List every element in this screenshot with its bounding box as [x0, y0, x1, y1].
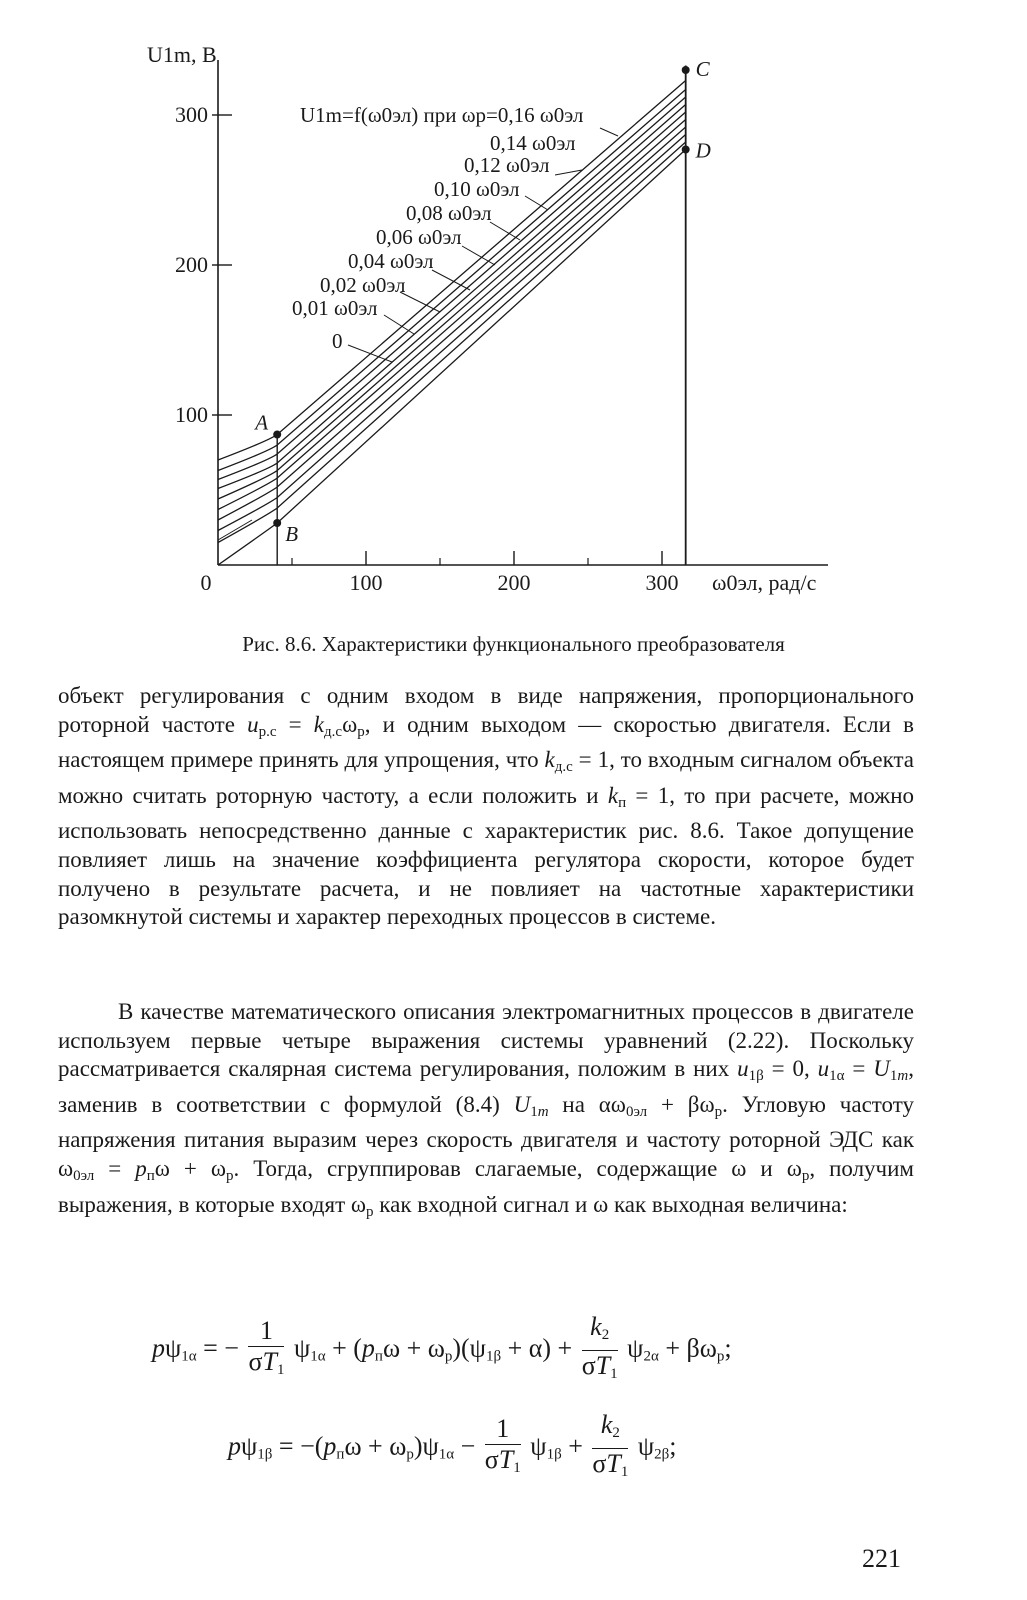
y-tick-label: 300 [175, 102, 208, 127]
paragraph-2: В качестве математического описания электромагнитных процессов в двигателе используем первые четыре выражения системы уравнений (2.22). Поскольку рассматривается скалярная система регулирования, положим в них $u_{1\beta} = 0$, $u_{1\alpha} = U_{1m}$, заменив в соответствии с формулой (8.4) $U_{1m}$ на $\alpha\omega_{0эл} + \beta\omega_р$. Угловую частоту напряжения питания выразим через скорость двигателя и частоту роторной ЭДС как $\omega_{0эл} = p_п\omega + \omega_р$. Тогда, сгруппировав слагаемые, содержащие ω и $\omega_р$, получим выражения, в которые входят $\omega_р$ как входной сигнал и ω как выходная величина: [58, 999, 914, 1220]
series-label: 0,01 ω0эл [292, 296, 378, 320]
series-label: 0,14 ω0эл [490, 131, 576, 155]
figure-caption: Рис. 8.6. Характеристики функционального преобразователя [242, 632, 785, 656]
equation-1: $p\psi_{1\alpha}$ = − $\frac{1}{\sigma T_1}$ $\psi_{1\alpha} + (p_п\omega + \omega_р)(\psi_{1\beta} + \alpha)$ + $\frac{k_2}{\sigma T_1}$ $\psi_{2\alpha} + \beta\omega_р$; [152, 1312, 732, 1382]
leader-line [462, 246, 495, 265]
leader-line [384, 315, 414, 334]
x-tick-label: 0 [200, 570, 212, 595]
series-label: 0,10 ω0эл [434, 177, 520, 201]
leader-line [348, 345, 392, 362]
x-axis-title: ω0эл, рад/с [712, 570, 817, 595]
y-axis-title: U1m, В [147, 42, 217, 67]
leader-line [600, 128, 618, 136]
equation-2: $p\psi_{1\beta} = -(p_п\omega + \omega_р)\psi_{1\alpha}$ − $\frac{1}{\sigma T_1}$ $\psi_{1\beta}$ + $\frac{k_2}{\sigma T_1}$ $\psi_{2\beta}$; [228, 1410, 677, 1480]
page-number: 221 [862, 1544, 901, 1573]
x-tick-label: 200 [497, 570, 531, 595]
series-line [218, 97, 686, 480]
x-tick-label: 100 [349, 570, 383, 595]
family-label-main: U1m=f(ω0эл) при ωp=0,16 ω0эл [300, 103, 584, 127]
series-label: 0,06 ω0эл [376, 225, 462, 249]
point-label-d: D [695, 138, 711, 163]
series-label: 0,12 ω0эл [464, 153, 550, 177]
y-tick-label: 200 [175, 252, 208, 277]
point-label-a: A [255, 410, 269, 435]
point-b [273, 519, 281, 527]
point-a [273, 431, 281, 439]
leader-line [400, 292, 440, 312]
series-label: 0,04 ω0эл [348, 249, 434, 273]
series-label: 0 [332, 329, 343, 353]
chart-figure [0, 0, 1027, 620]
series-line [218, 105, 686, 489]
point-label-c: C [695, 57, 710, 81]
series-label: 0,08 ω0эл [406, 201, 492, 225]
series-label: 0,02 ω0эл [320, 273, 406, 297]
point-label-b: B [285, 522, 299, 546]
series-line [218, 112, 686, 499]
point-d [682, 146, 690, 154]
diagonal-reference [218, 520, 252, 540]
x-tick-label: 300 [645, 570, 679, 595]
series-line [218, 81, 686, 461]
y-tick-label: 100 [175, 402, 208, 427]
point-c [682, 66, 690, 74]
paragraph-1: объект регулирования с одним входом в виде напряжения, пропорционального роторной частоте $u_{р.с} = k_{д.с}\omega_р$, и одним выходом — скоростью двигателя. Если в настоящем примере принять для упрощения, что $k_{д.с} = 1$, то входным сигналом объекта можно считать роторную частоту, а если положить и $k_п = 1$, то при расчете, можно использовать непосредственно данные с характеристик рис. 8.6. Такое допущение повлияет лишь на значение коэффициента регулятора скорости, которое будет получено в результате расчета, и не повлияет на частотные характеристики разомкнутой системы и характер переходных процессов в системе. [58, 683, 915, 930]
